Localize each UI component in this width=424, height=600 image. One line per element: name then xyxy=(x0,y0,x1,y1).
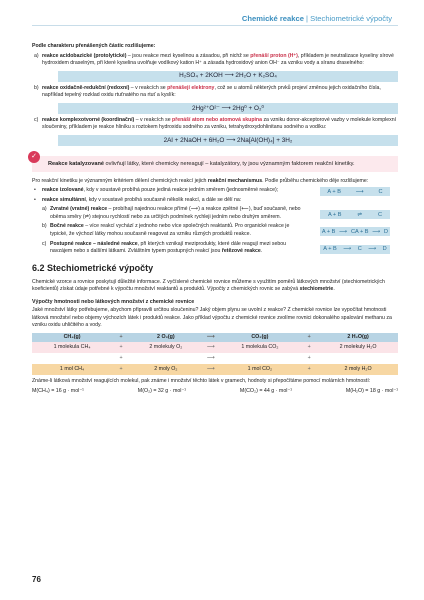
diagram-token: ⟶ xyxy=(355,188,364,195)
item-text: přenáší atom nebo atomová skupina xyxy=(172,116,262,123)
sub-bold: Zvratné (vratné) reakce xyxy=(50,206,108,213)
stoichiometry-table xyxy=(32,333,398,375)
table-cell: CH₄(g) xyxy=(32,333,112,342)
after-table-text: Známe-li látková množství reagujících molekul, pak známe i množství těchto látek v gramech, hodnoty si přepočítáme pomocí molárních hmotností: xyxy=(32,377,371,384)
table-cell: + xyxy=(300,342,318,353)
bullet-item xyxy=(32,187,398,195)
sub-text: , při kterých vznikají meziprodukty, které dále reagují mezi sebou navzájem nebo s dalšími látkami. Zvláštním typem postupných reakcí jsou xyxy=(50,240,287,255)
catalysis-text: ovlivňují látky, které chemicky nereagují – katalyzátory, ty jsou významným faktorem reakční kinetiky. xyxy=(103,160,355,167)
kin-bold: reakční mechanismus xyxy=(207,177,263,184)
item-label: b) xyxy=(34,84,39,91)
table-cell xyxy=(220,353,301,364)
sub-bold: Postupné reakce – následné reakce xyxy=(50,240,138,247)
table-cell: + xyxy=(300,353,318,364)
sec-bold: stechiometrie xyxy=(299,286,334,293)
item-text: – v reakcích se xyxy=(129,84,168,91)
catalysis-bold: Reakce katalyzované xyxy=(48,160,104,167)
sub-item xyxy=(32,241,398,256)
table-cell xyxy=(318,353,398,364)
diagram-token: ⟶ xyxy=(343,245,352,252)
diagram-token: CA + B xyxy=(350,228,369,235)
table-cell: 1 mol CO₂ xyxy=(220,364,301,375)
mechanism-list xyxy=(32,187,398,204)
table-cell: 2 molekuly H₂O xyxy=(318,342,398,353)
header-chapter: Chemické reakce xyxy=(241,14,304,23)
table-row xyxy=(32,353,398,364)
subsection-paragraph: Jaké množství látky potřebujeme, abychom připravili určitou sloučeninu? Jaký objem plynu se uvolní z reakce? Z chemické rovnice lze vypočítat hmotnosti látková množství nebo objemy výchozích látek i produktů reakce. Jako příklad výpočtu z chemické rovnice zvolíme rovnici dokonalého spalování methanu za vzniku oxidu uhličitého a vody. xyxy=(32,307,392,329)
item-label: c) xyxy=(34,116,39,123)
header-separator: | xyxy=(303,14,311,23)
stoichiometry-paragraph xyxy=(32,279,398,294)
item-text: – v reakcích se xyxy=(134,116,173,123)
reaction-type-item xyxy=(32,85,398,100)
item-text: reakce oxidačně-redukční (redoxní) xyxy=(42,84,130,91)
table-cell: 2 O₂(g) xyxy=(130,333,202,342)
diagram-token: C xyxy=(357,245,362,252)
header-section: Stechiometrické výpočty xyxy=(310,14,392,23)
sub-end: . xyxy=(260,248,263,255)
item-text: přenáší proton (H⁺) xyxy=(250,52,298,59)
table-cell: + xyxy=(112,353,130,364)
molar-mass: M(CH₄) = 16 g · mol⁻¹ xyxy=(32,387,84,394)
reaction-type-item xyxy=(32,53,398,68)
bullet-marker: • xyxy=(34,196,36,203)
catalysis-note xyxy=(31,152,398,172)
table-cell: CO₂(g) xyxy=(220,333,301,342)
table-cell: + xyxy=(112,333,130,342)
equation-box: H₂SO₄ + 2KOH ⟶ 2H₂O + K₂SO₄ xyxy=(58,71,398,82)
diagram-token: A + B xyxy=(323,245,337,252)
table-cell: + xyxy=(300,364,318,375)
sub-label: c) xyxy=(42,240,47,247)
item-label: a) xyxy=(34,52,39,59)
kin-post: . Podle průběhu chemického děje rozlišujeme: xyxy=(262,177,369,184)
kinetics-paragraph xyxy=(32,178,398,186)
sub-label: b) xyxy=(42,223,47,230)
table-header-row xyxy=(32,333,398,342)
table-cell: + xyxy=(112,364,130,375)
item-text: , příkladem je neutralizace kyseliny sírové hydroxidem draselným, při které kyselina uvolňuje vodíkový kation H⁺ a zásada hydroxidový anion OH⁻ za vzniku vody a síranu draselného: xyxy=(42,52,394,67)
sub-bold: Bočné reakce xyxy=(50,223,84,230)
diagram-token: A + B xyxy=(327,211,342,218)
table-row xyxy=(32,364,398,375)
reaction-diagram xyxy=(320,227,390,236)
item-text: reakce acidobazické (protolytické) xyxy=(42,52,127,59)
header-rule xyxy=(32,25,398,26)
table-cell: 1 molekula CH₄ xyxy=(32,342,112,353)
item-text: reakce komplexotvorné (koordinační) xyxy=(42,116,135,123)
item-text: – jsou reakce mezi kyselinou a zásadou, při nichž se xyxy=(126,52,251,59)
sub-text: – probíhají najednou reakce přímé (⟶) a reakce zpětné (⟵), buď současně, nebo oběma směry (⇌) stejnou rychlostí nebo za určitých podmínek rychleji jedním nebo druhým směrem. xyxy=(50,206,301,220)
table-cell: + xyxy=(300,333,318,342)
sub-item xyxy=(32,206,398,221)
table-cell: 2 moly O₂ xyxy=(130,364,202,375)
table-cell: 2 H₂O(g) xyxy=(318,333,398,342)
bullet-text: , kdy v soustavě probíhá pouze jediná reakce jedním směrem (jednosměrné reakce); xyxy=(83,187,279,194)
sec-post: . xyxy=(333,286,335,293)
sub-item xyxy=(32,223,398,238)
table-cell: ⟶ xyxy=(202,333,220,342)
molar-masses xyxy=(32,388,398,396)
diagram-token: C xyxy=(377,211,383,218)
molar-mass: M(H₂O) = 18 g · mol⁻¹ xyxy=(345,387,398,394)
table-cell xyxy=(130,353,202,364)
molar-mass: M(CO₂) = 44 g · mol⁻¹ xyxy=(239,387,293,394)
molar-mass: M(O₂) = 32 g · mol⁻¹ xyxy=(137,387,187,394)
equation-box: 2Al + 2NaOH + 6H₂O ⟶ 2Na[Al(OH)₄] + 3H₂ xyxy=(58,135,398,146)
table-row xyxy=(32,342,398,353)
diagram-token: D xyxy=(384,228,389,235)
diagram-token: A + B xyxy=(327,188,341,195)
diagram-token: D xyxy=(382,245,387,252)
sub-label: a) xyxy=(42,206,47,213)
item-text: za vzniku donor-akceptorové vazby v molekule komplexní sloučeniny, příkladem je reakce hliníku s roztokem hydroxidu sodného za vzniku, tetrahydroxydohlinitanu sodného a vodíku: xyxy=(42,116,397,131)
bullet-marker: • xyxy=(34,187,36,194)
diagram-token: ⟶ xyxy=(368,245,377,252)
table-cell: 2 molekuly O₂ xyxy=(130,342,202,353)
diagram-token: C xyxy=(378,188,383,195)
table-cell: + xyxy=(112,342,130,353)
reaction-type-item xyxy=(32,117,398,132)
equation-box: 2Hg²⁺O²⁻ ⟶ 2Hg⁰ + O₂⁰ xyxy=(58,103,398,114)
table-cell: 1 mol CH₄ xyxy=(32,364,112,375)
bullet-bold: reakce izolované xyxy=(42,187,84,194)
bullet-bold: reakce simultánní xyxy=(42,196,86,203)
table-cell: ⟶ xyxy=(202,342,220,353)
page-number: 76 xyxy=(32,575,41,585)
diagram-token: ⟶ xyxy=(372,228,381,235)
sec-pre: Chemické vzorce a rovnice poskytují důležité informace. Z vyčíslené chemické rovnice můžeme s využitím poměrů látkových množství (stechiometrických koeficientů) získat údaje potřebné k výpočtu množství reaktantů a produktů. Výpočty z chemických rovnic se zabývá xyxy=(32,278,385,293)
page-content xyxy=(32,43,398,395)
bullet-item xyxy=(32,197,398,205)
section-number: 6.2 xyxy=(32,262,45,273)
diagram-token: A + B xyxy=(321,228,336,235)
reaction-diagram xyxy=(320,245,390,254)
reaction-diagram xyxy=(320,210,390,219)
intro-heading: Podle charakteru přenášených částic rozlišujeme: xyxy=(32,43,156,49)
bullet-text: , kdy v soustavě probíhá současně několik reakcí, a dále se dělí na: xyxy=(85,196,242,203)
kin-pre: Pro reakční kinetiku je významným kritériem dělení chemických reakcí jejich xyxy=(32,177,208,184)
sub-text: – více reakcí vychází z jednoho nebo více společných reaktantů. Pro organické reakce je typické, že výchozí látky mohou současně reagovat za vzniku různých produktů reakce. xyxy=(50,223,290,238)
table-cell: 2 moly H₂O xyxy=(318,364,398,375)
section-title: Stechiometrické výpočty xyxy=(47,262,154,273)
subsection-heading: Výpočty hmotnosti nebo látkových množství z chemické rovnice xyxy=(32,298,195,305)
table-cell: ⟶ xyxy=(202,364,220,375)
section-heading xyxy=(32,262,398,275)
diagram-token: ⟶ xyxy=(339,228,348,235)
item-text: , což se u atomů některých prvků projeví změnou jejich oxidačního čísla, například tepelný rozklad oxidu rtuťnatého na rtuť a kyslík: xyxy=(42,84,381,99)
reaction-types-list xyxy=(32,53,398,146)
table-cell: 1 molekula CO₂ xyxy=(220,342,301,353)
simultaneous-list xyxy=(32,206,398,255)
check-icon: ✓ xyxy=(28,151,40,163)
table-cell xyxy=(32,353,112,364)
table-cell: ⟶ xyxy=(202,353,220,364)
reaction-diagram xyxy=(320,187,390,196)
diagram-token: ⇌ xyxy=(357,211,363,218)
running-header xyxy=(242,13,392,24)
sub-bold2: řetězové reakce xyxy=(221,248,261,255)
item-text: přenášejí elektrony xyxy=(167,84,215,91)
